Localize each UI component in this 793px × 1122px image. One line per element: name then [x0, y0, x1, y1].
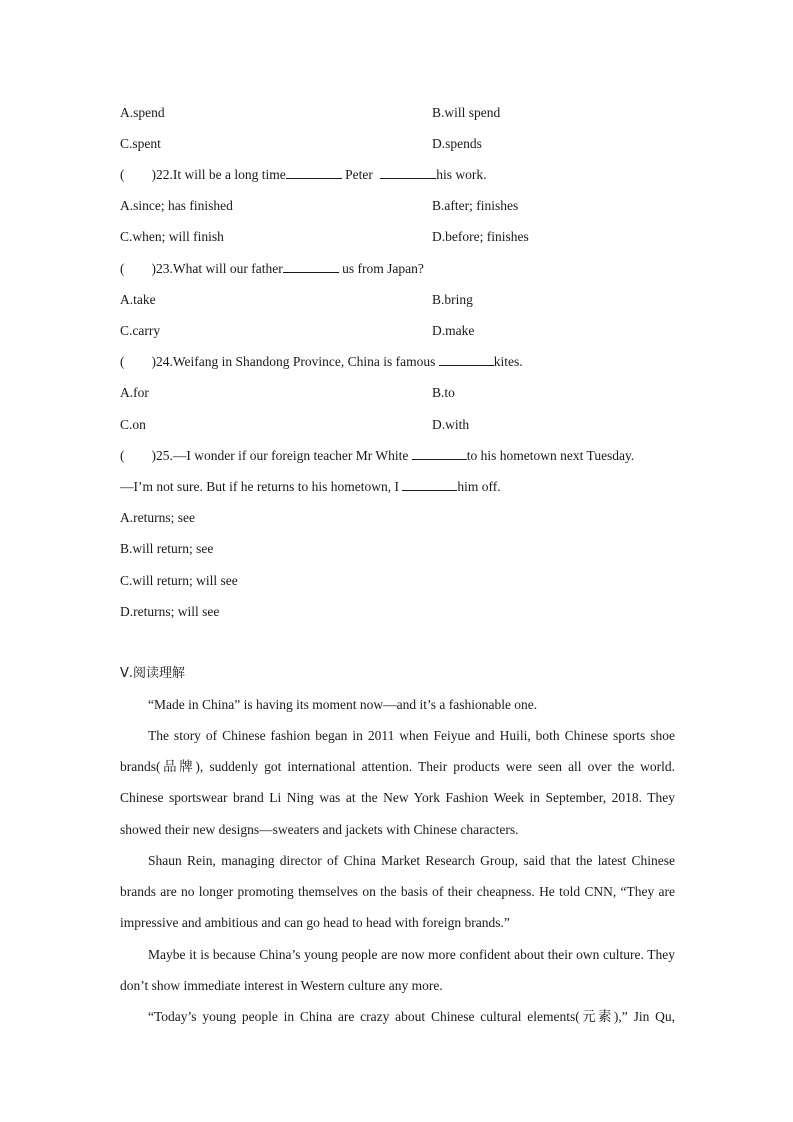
q25-reply	[120, 478, 501, 496]
q23-option-b: B.bring	[432, 292, 473, 307]
q21-option-d: D.spends	[432, 136, 482, 151]
answer-paren: ( )	[120, 448, 156, 463]
passage-paragraph-2: The story of Chinese fashion began in 2011 when Feiyue and Huili, both Chinese sports shoe brands(品牌), suddenly got international attention. Their products were seen all over the world. Chinese sportswear brand Li Ning was at the New York Fashion Week in September, 2018. They showed their new designs—sweaters and jackets with Chinese characters.	[120, 728, 675, 837]
answer-blank	[286, 166, 342, 179]
q22-text-prefix: 22.It will be a long time	[156, 167, 286, 182]
q25-stem	[120, 447, 634, 465]
q21-option-c: C.spent	[120, 136, 161, 151]
section-title: Ⅴ.阅读理解	[120, 666, 186, 681]
q22-stem	[120, 166, 486, 184]
q23-text-suffix: us from Japan?	[338, 261, 424, 276]
q22-text-mid: Peter	[341, 167, 377, 182]
q24-option-b: B.to	[432, 385, 455, 400]
q24-option-d: D.with	[432, 417, 470, 432]
answer-blank	[380, 166, 436, 179]
answer-blank	[402, 478, 457, 491]
q24-option-c: C.on	[120, 417, 146, 432]
q22-option-d: D.before; finishes	[432, 229, 529, 244]
q24-text-prefix: 24.Weifang in Shandong Province, China is famous	[156, 354, 439, 369]
passage-paragraph-5: “Today’s young people in China are crazy about Chinese cultural elements(元素),” Jin Qu,	[148, 1009, 675, 1024]
q25-option-d: D.returns; will see	[120, 604, 220, 619]
q21-option-a: A.spend	[120, 105, 165, 120]
q25-option-a: A.returns; see	[120, 510, 195, 525]
q25-reply-suffix: him off.	[457, 479, 501, 494]
q23-option-d: D.make	[432, 323, 475, 338]
answer-paren: ( )	[120, 167, 156, 182]
q24-text-suffix: kites.	[493, 354, 523, 369]
q23-option-c: C.carry	[120, 323, 161, 338]
q25-option-c: C.will return; will see	[120, 573, 238, 588]
answer-paren: ( )	[120, 261, 156, 276]
q22-option-a: A.since; has finished	[120, 198, 233, 213]
q23-text-prefix: 23.What will our father	[156, 261, 283, 276]
q24-option-a: A.for	[120, 385, 149, 400]
passage-paragraph-3: Shaun Rein, managing director of China Market Research Group, said that the latest Chinese brands are no longer promoting themselves on the basis of their cheapness. He told CNN, “They are impressive and ambitious and can go head to head with foreign brands.”	[120, 853, 675, 931]
q25-text-suffix: to his hometown next Tuesday.	[466, 448, 635, 463]
q24-stem	[120, 353, 523, 371]
q22-option-c: C.when; will finish	[120, 229, 224, 244]
q22-text-suffix: his work.	[436, 167, 487, 182]
q25-option-b: B.will return; see	[120, 541, 214, 556]
passage-paragraph-4: Maybe it is because China’s young people are now more confident about their own culture. They don’t show immediate interest in Western culture any more.	[120, 947, 675, 994]
q25-reply-prefix: —I’m not sure. But if he returns to his hometown, I	[120, 479, 403, 494]
answer-blank	[283, 260, 339, 273]
passage-paragraph-1: “Made in China” is having its moment now—and it’s a fashionable one.	[148, 697, 538, 712]
answer-blank	[412, 447, 467, 460]
q25-text-prefix: 25.—I wonder if our foreign teacher Mr White	[156, 448, 412, 463]
q22-option-b: B.after; finishes	[432, 198, 519, 213]
q23-stem	[120, 260, 424, 278]
q21-option-b: B.will spend	[432, 105, 501, 120]
q23-option-a: A.take	[120, 292, 156, 307]
answer-blank	[439, 353, 494, 366]
answer-paren: ( )	[120, 354, 156, 369]
